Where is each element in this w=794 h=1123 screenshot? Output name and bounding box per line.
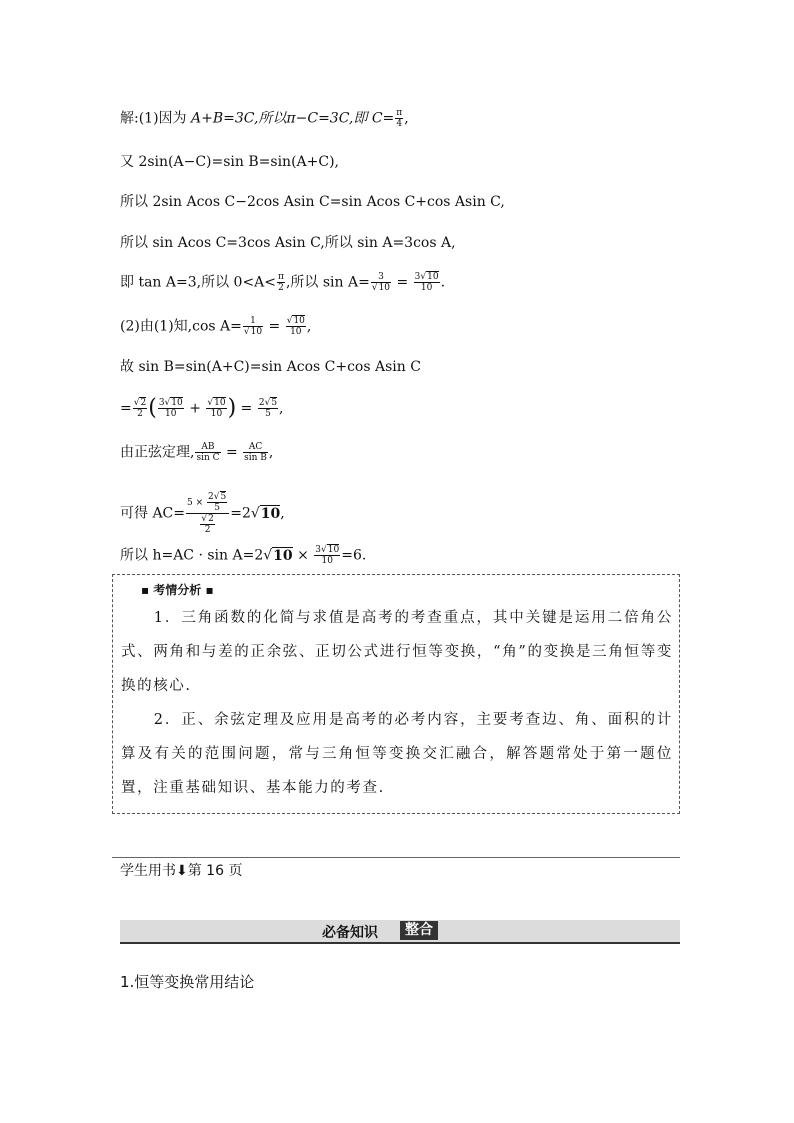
numerator: 3√10	[315, 545, 340, 555]
denominator: sin C	[196, 453, 220, 463]
numerator: √10	[286, 316, 305, 326]
fraction	[243, 316, 263, 337]
fraction	[200, 514, 214, 535]
denominator: 4	[396, 119, 403, 129]
text: =	[236, 400, 257, 417]
text: 可得 AC=	[120, 505, 186, 522]
radicand: 10	[273, 547, 293, 564]
denominator: 10	[165, 409, 177, 419]
numerator: 2√5	[208, 492, 227, 502]
radicand: 10	[214, 398, 226, 408]
fraction	[371, 272, 391, 293]
denominator: 10	[420, 283, 433, 293]
text: 又 2sin(A−C)=sin B=sin(A+C),	[120, 154, 339, 170]
denominator: 5	[214, 503, 220, 513]
text: ×	[292, 547, 314, 564]
radicand: 10	[378, 283, 391, 293]
analysis-paragraph-2: 2．正、余弦定理及应用是高考的必考内容，主要考查边、角、面积的计算及有关的范围问题，常与三角恒等变换交汇融合，解答题常处于第一题位置，注重基础知识、基本能力的考查.	[121, 712, 673, 796]
solution-line-11: 所以 h=AC · sin A=2√10 × $\frac{3√10}{10}$ =6.	[120, 545, 367, 566]
right-paren: )	[227, 395, 237, 421]
radicand: 2	[208, 514, 214, 524]
fraction	[195, 442, 220, 463]
text: ,	[306, 318, 312, 335]
solution-line-2	[120, 152, 339, 172]
denominator	[186, 514, 229, 535]
denominator: 5	[265, 409, 271, 419]
numerator: 3√10	[158, 398, 183, 408]
text: 即 tan A=3,所以 0<A<	[120, 274, 277, 291]
text: 所以 sin Acos C=3cos Asin C,所以 sin A=3cos A,	[120, 235, 456, 251]
radicand: 5	[271, 398, 278, 408]
radicand: 10	[427, 272, 439, 282]
fraction	[277, 272, 285, 293]
section-title: 1.恒等变换常用结论	[120, 973, 255, 991]
denominator: 10	[210, 409, 223, 419]
denominator: sin B	[244, 453, 267, 463]
text: 由正弦定理,	[120, 444, 195, 461]
solution-line-10: 可得 AC= 5 × $\frac{2√5}{5}$ $\frac{√2}{2}$ =2√10,	[120, 492, 285, 535]
solution-line-3	[120, 192, 505, 212]
numerator: √10	[207, 398, 226, 408]
fraction	[314, 545, 340, 566]
book-label: 学生用书	[120, 863, 176, 879]
radicand: 5	[220, 492, 227, 502]
radicand: 10	[327, 545, 340, 555]
text: ,	[404, 110, 409, 127]
denominator: 10	[321, 556, 333, 566]
text: +	[184, 400, 206, 417]
fraction	[158, 398, 184, 419]
text: ,所以 sin A=	[285, 274, 370, 291]
fraction	[206, 398, 226, 419]
analysis-box	[112, 574, 680, 814]
section-banner	[120, 920, 680, 944]
text: .	[440, 274, 446, 291]
numerator: √2	[201, 514, 214, 524]
denominator: 10	[290, 327, 302, 337]
numerator: 3√10	[414, 272, 439, 282]
text: =	[221, 444, 243, 461]
text: A+B=3C,所以π−C=3C,即 C=	[191, 110, 395, 127]
coefficient: 2	[208, 492, 214, 502]
left-paren: (	[148, 395, 157, 421]
solution-line-4	[120, 233, 456, 253]
banner-tag: 整合	[400, 921, 438, 940]
text: 解:(1)因为	[120, 110, 191, 127]
radicand: 2	[140, 398, 147, 408]
numerator: 2√5	[258, 398, 278, 408]
numerator: π	[278, 272, 284, 282]
denominator: 2	[278, 283, 284, 293]
text: ,	[279, 400, 284, 417]
numerator: AC	[243, 442, 268, 453]
coefficient: 3	[315, 545, 322, 555]
denominator: √10	[243, 327, 263, 337]
page-reference	[120, 861, 242, 881]
numerator: 1	[243, 316, 263, 327]
fraction	[286, 316, 306, 337]
numerator: √2	[133, 398, 147, 408]
text: =	[264, 318, 285, 335]
fraction	[186, 492, 229, 535]
analysis-title: ▪ 考情分析 ▪	[141, 583, 214, 597]
fraction	[243, 442, 268, 463]
fraction	[414, 272, 440, 293]
page-number: 第 16 页	[187, 863, 243, 879]
text: =6.	[341, 547, 367, 564]
solution-line-9	[120, 442, 273, 463]
banner-label: 必备知识	[322, 925, 378, 941]
denominator: √10	[371, 283, 391, 293]
solution-line-6	[120, 316, 311, 337]
solution-line-5	[120, 272, 445, 293]
solution-line-1	[120, 108, 409, 129]
numerator: 3	[371, 272, 391, 283]
radicand: 10	[293, 316, 305, 326]
solution-line-7	[120, 357, 421, 377]
text: 所以 h=AC · sin A=2	[120, 547, 264, 564]
solution-line-8	[120, 395, 284, 421]
numerator: AB	[195, 442, 220, 453]
fraction	[207, 492, 227, 513]
coefficient: 3	[158, 398, 165, 408]
fraction	[133, 398, 147, 419]
arrow-down-icon: ⬇	[176, 863, 188, 879]
coefficient: 3	[414, 272, 421, 282]
numerator	[186, 492, 229, 514]
text: ,	[280, 505, 285, 522]
divider	[112, 857, 680, 858]
text: =2	[230, 505, 251, 522]
denominator: 2	[137, 409, 143, 419]
text: 故 sin B=sin(A+C)=sin Acos C+cos Asin C	[120, 359, 421, 375]
numerator: π	[396, 108, 403, 118]
text: =	[392, 274, 413, 291]
denominator: 2	[204, 525, 211, 535]
text: ,	[268, 444, 274, 461]
fraction	[395, 108, 403, 129]
radicand: 10	[171, 398, 183, 408]
text: 所以 2sin Acos C−2cos Asin C=sin Acos C+cos Asin C,	[120, 194, 505, 210]
radicand: 10	[260, 505, 281, 522]
text: 5 ×	[187, 498, 207, 508]
radicand: 10	[250, 327, 263, 337]
analysis-paragraph-1: 1．三角函数的化简与求值是高考的考查重点，其中关键是运用二倍角公式、两角和与差的正余弦、正切公式进行恒等变换，“角”的变换是三角恒等变换的核心.	[121, 610, 673, 694]
text: (2)由(1)知,cos A=	[120, 318, 242, 335]
coefficient: 2	[258, 398, 265, 408]
fraction	[258, 398, 278, 419]
text: =	[120, 400, 132, 417]
